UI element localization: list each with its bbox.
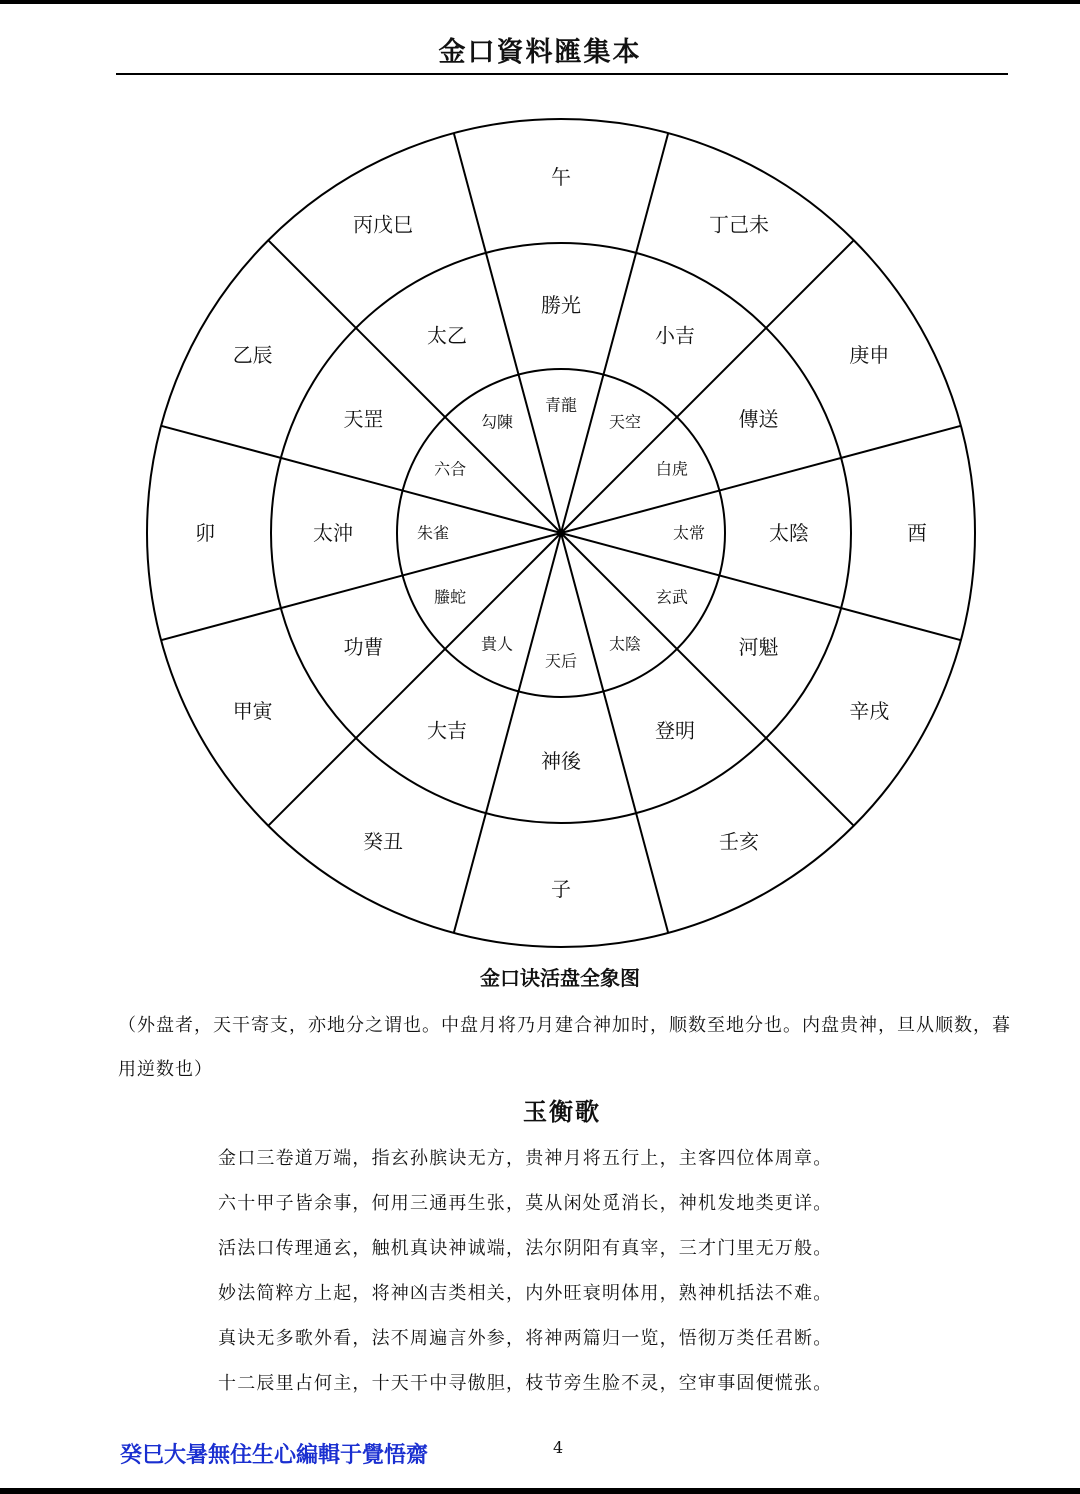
outer-ring-label: 丁己未 (709, 212, 769, 237)
middle-ring-label: 小吉 (655, 323, 695, 348)
outer-ring-label: 丙戊巳 (353, 212, 413, 237)
sector-divider-line (561, 426, 961, 533)
middle-ring-label: 勝光 (541, 293, 581, 317)
middle-ring-label: 太乙 (427, 323, 467, 348)
poem-line: 活法口传理通玄，触机真诀神诚端，法尔阴阳有真宰，三才门里无万般。 (218, 1238, 833, 1259)
inner-ring-label: 天空 (608, 412, 642, 432)
outer-ring-label: 癸丑 (363, 829, 403, 854)
outer-ring-label: 午 (551, 165, 571, 189)
outer-ring-label: 壬亥 (719, 829, 759, 854)
sector-divider-line (561, 240, 854, 533)
inner-ring-label: 太常 (672, 523, 706, 543)
poem-line: 十二辰里占何主，十天干中寻傲胆，枝节旁生脸不灵，空审事固便慌张。 (218, 1373, 833, 1394)
inner-ring-label: 螣蛇 (434, 587, 467, 607)
sector-divider-line (561, 533, 854, 826)
inner-ring-label: 貴人 (480, 634, 514, 654)
sector-divider-line (454, 533, 561, 933)
sector-divider-line (561, 533, 668, 933)
outer-ring-label: 甲寅 (232, 699, 273, 723)
middle-ring-label: 大吉 (427, 718, 467, 743)
sector-divider-line (268, 533, 561, 826)
inner-ring-label: 白虎 (655, 459, 688, 479)
diagram-caption: 金口诀活盘全象图 (480, 966, 640, 990)
poem-line: 真诀无多歌外看，法不周遍言外参，将神两篇归一览，悟彻万类任君断。 (218, 1328, 833, 1349)
middle-ring-label: 神後 (541, 749, 581, 773)
sector-divider-line (268, 240, 561, 533)
sector-divider-line (161, 533, 561, 640)
inner-ring-label: 天后 (544, 651, 578, 671)
poem-lines (218, 1140, 938, 1410)
sector-divider-line (454, 133, 561, 533)
poem-title: 玉衡歌 (523, 1097, 601, 1126)
inner-ring-label: 六合 (434, 459, 467, 479)
page-header-title: 金口資料匯集本 (438, 37, 642, 68)
bottom-border (0, 1488, 1080, 1494)
footer-credit: 癸巳大暑無住生心編輯于覺悟齋 (120, 1443, 429, 1468)
sector-divider-line (561, 533, 961, 640)
middle-ring-label: 天罡 (343, 407, 384, 431)
poem-line: 妙法简粹方上起，将神凶吉类相关，内外旺衰明体用，熟神机括法不难。 (218, 1283, 833, 1304)
inner-ring-label: 太陰 (608, 634, 642, 654)
page-number: 4 (553, 1438, 564, 1457)
middle-ring-label: 傳送 (738, 407, 779, 431)
outer-ring-label: 辛戌 (849, 699, 890, 723)
outer-ring-label: 乙辰 (232, 343, 273, 367)
poem-line: 六十甲子皆余事，何用三通再生张，莫从闲处觅消长，神机发地类更详。 (218, 1193, 833, 1214)
middle-ring-label: 功曹 (343, 635, 384, 659)
outer-ring-label: 庚申 (849, 343, 890, 367)
middle-ring-label: 河魁 (738, 635, 779, 659)
inner-ring-label: 玄武 (655, 587, 688, 607)
outer-ring-label: 子 (551, 877, 571, 901)
sector-divider-line (161, 426, 561, 533)
sector-divider-line (561, 133, 668, 533)
poem-line: 金口三卷道万端，指玄孙膑诀无方，贵神月将五行上，主客四位体周章。 (218, 1148, 833, 1169)
middle-ring-label: 太沖 (313, 521, 353, 545)
inner-ring-label: 青龍 (544, 395, 578, 415)
outer-ring-label: 卯 (195, 521, 215, 545)
middle-ring-label: 登明 (655, 718, 695, 743)
inner-ring-label: 勾陳 (480, 412, 514, 432)
middle-ring-label: 太陰 (769, 521, 809, 545)
inner-ring-label: 朱雀 (416, 523, 450, 543)
diagram-note: （外盘者，天干寄支，亦地分之谓也。中盘月将乃月建合神加时，顺数至地分也。内盘贵神，旦从顺数，暮用逆数也） (118, 1015, 1011, 1080)
outer-ring-label: 酉 (907, 521, 927, 545)
